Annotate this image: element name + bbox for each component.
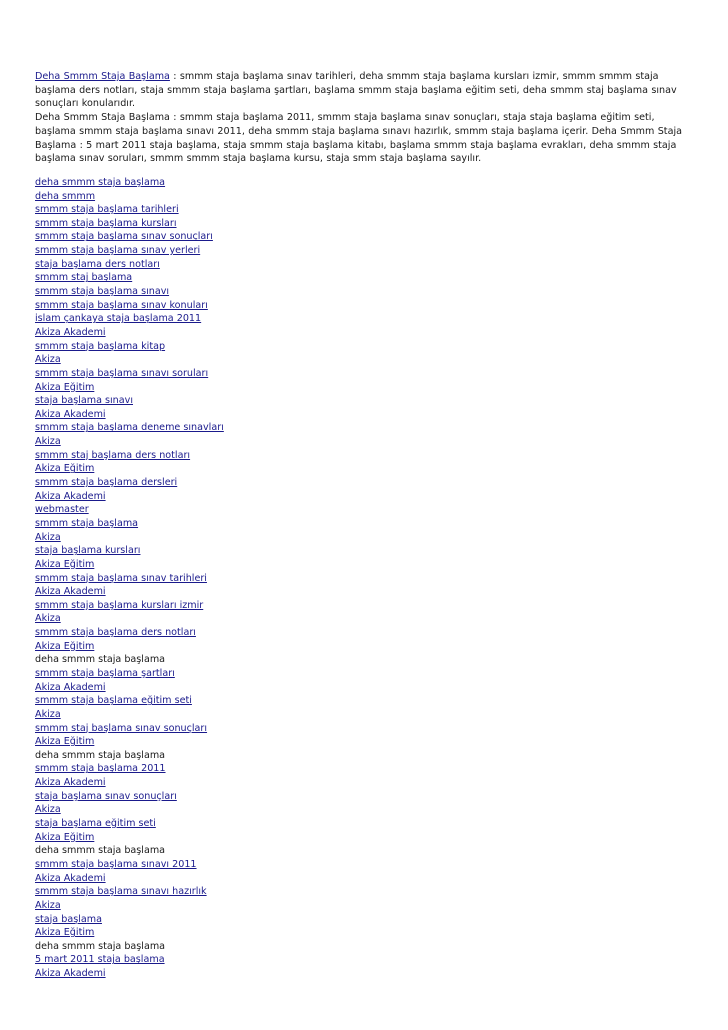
list-item [35,558,698,572]
keyword-link[interactable]: smmm staja başlama kursları izmir [35,599,204,611]
list-item [35,749,698,763]
keyword-link[interactable]: smmm staja başlama sınav konuları [35,299,208,311]
keyword-link[interactable]: Akiza Eğitim [35,927,95,939]
keyword-link[interactable]: Akiza Eğitim [35,381,95,393]
list-item [35,844,698,858]
list-item [35,612,698,626]
keyword-link[interactable]: staja başlama sınav sonuçları [35,790,177,802]
keyword-link[interactable]: smmm staja başlama sınavı 2011 [35,858,197,870]
keyword-link[interactable]: Akiza Akademi [35,490,106,502]
keyword-link[interactable]: Akiza Eğitim [35,831,95,843]
keyword-link[interactable]: Akiza Akademi [35,586,106,598]
keyword-link[interactable]: Akiza [35,531,61,543]
list-item [35,299,698,313]
list-item [35,367,698,381]
keyword-link[interactable]: staja başlama [35,913,102,925]
list-item [35,271,698,285]
keyword-link[interactable]: deha smmm [35,190,96,202]
list-item [35,381,698,395]
list-item [35,831,698,845]
list-item [35,940,698,954]
keyword-link[interactable]: deha smmm staja başlama [35,176,166,188]
keyword-link[interactable]: Akiza [35,436,61,448]
keyword-link[interactable]: smmm staja başlama sınavı soruları [35,367,209,379]
list-item [35,230,698,244]
list-item [35,858,698,872]
intro-text-part2: Deha Smmm Staja Başlama : smmm staja başlama 2011, smmm staja başlama sınav sonuçları, staja staja başlama eğitim seti, başlama smmm staja başlama sınavı 2011, deha smmm staja başlama sınavı hazırlık, smmm staja başlama içerir. Deha Smmm Staja Başlama : 5 mart 2011 staja başlama, staja smmm staja başlama kitabı, başlama smmm staja başlama evrakları, deha smmm staja başlama sınav soruları, smmm smmm staja başlama kursu, staja smm staja başlama sayılır. [35,112,682,165]
keyword-link[interactable]: staja başlama eğitim seti [35,818,156,830]
list-item [35,572,698,586]
keyword-link[interactable]: Akiza Akademi [35,326,106,338]
intro-text-part1: : smmm staja başlama sınav tarihleri, deha smmm staja başlama kursları izmir, smmm smmm staja başlama ders notları, staja smmm staja başlama şartları, başlama smmm staja başlama eğitim seti, deha smmm staj başlama sınav sonuçları konularıdır. [35,71,677,110]
list-item [35,517,698,531]
keyword-link[interactable]: staja başlama ders notları [35,258,160,270]
list-item [35,817,698,831]
keyword-text: deha smmm staja başlama [35,654,166,666]
keyword-link[interactable]: smmm staja başlama dersleri [35,477,178,489]
list-item [35,544,698,558]
keyword-link-list [35,176,698,981]
list-item [35,722,698,736]
list-item [35,913,698,927]
keyword-link[interactable]: smmm staja başlama kitap [35,340,166,352]
keyword-link[interactable]: Akiza [35,899,61,911]
list-item [35,667,698,681]
list-item [35,462,698,476]
keyword-link[interactable]: smmm staja başlama sınav yerleri [35,245,201,257]
keyword-link[interactable]: smmm staj başlama ders notları [35,449,191,461]
list-item [35,503,698,517]
list-item [35,258,698,272]
keyword-link[interactable]: Akiza Akademi [35,408,106,420]
keyword-link[interactable]: Akiza Eğitim [35,558,95,570]
intro-title-link[interactable]: Deha Smmm Staja Başlama [35,71,170,82]
keyword-link[interactable]: smmm staja başlama deneme sınavları [35,422,224,434]
keyword-text: deha smmm staja başlama [35,749,166,761]
list-item [35,803,698,817]
keyword-link[interactable]: smmm staja başlama sınavı [35,286,170,298]
list-item [35,421,698,435]
list-item [35,599,698,613]
list-item [35,776,698,790]
keyword-link[interactable]: smmm staja başlama kursları [35,217,177,229]
keyword-link[interactable]: smmm staja başlama ders notları [35,627,196,639]
keyword-link[interactable]: islam çankaya staja başlama 2011 [35,313,202,325]
keyword-text: deha smmm staja başlama [35,940,166,952]
keyword-link[interactable]: Akiza Akademi [35,777,106,789]
list-item [35,708,698,722]
list-item [35,326,698,340]
list-item [35,885,698,899]
list-item [35,312,698,326]
keyword-link[interactable]: Akiza Akademi [35,681,106,693]
keyword-text: deha smmm staja başlama [35,845,166,857]
list-item [35,790,698,804]
keyword-link[interactable]: smmm staja başlama sınav tarihleri [35,572,207,584]
keyword-link[interactable]: smmm staja başlama eğitim seti [35,695,192,707]
keyword-link[interactable]: smmm staja başlama şartları [35,667,175,679]
list-item [35,285,698,299]
list-item [35,340,698,354]
keyword-link[interactable]: Akiza [35,804,61,816]
keyword-link[interactable]: Akiza Eğitim [35,640,95,652]
keyword-link[interactable]: smmm staja başlama [35,517,139,529]
keyword-link[interactable]: staja başlama sınavı [35,395,133,407]
list-item [35,953,698,967]
keyword-link[interactable]: smmm staja başlama tarihleri [35,204,179,216]
list-item [35,735,698,749]
keyword-link[interactable]: Akiza Eğitim [35,463,95,475]
list-item [35,190,698,204]
keyword-link[interactable]: Akiza [35,708,61,720]
keyword-link[interactable]: Akiza [35,354,61,366]
list-item [35,408,698,422]
keyword-link[interactable]: smmm staja başlama sınav sonuçları [35,231,213,243]
keyword-link[interactable]: smmm staj başlama sınav sonuçları [35,722,208,734]
keyword-link[interactable]: Akiza Eğitim [35,736,95,748]
list-item [35,531,698,545]
list-item [35,353,698,367]
list-item [35,926,698,940]
keyword-link[interactable]: 5 mart 2011 staja başlama [35,954,165,966]
list-item [35,435,698,449]
list-item [35,694,698,708]
keyword-link[interactable]: smmm staj başlama [35,272,133,284]
keyword-link[interactable]: smmm staja başlama sınavı hazırlık [35,886,207,898]
list-item [35,762,698,776]
list-item [35,967,698,981]
keyword-link[interactable]: smmm staja başlama 2011 [35,763,166,775]
list-item [35,653,698,667]
keyword-link[interactable]: Akiza Akademi [35,872,106,884]
keyword-link[interactable]: staja başlama kursları [35,545,141,557]
list-item [35,585,698,599]
list-item [35,244,698,258]
list-item [35,681,698,695]
list-item [35,626,698,640]
list-item [35,217,698,231]
list-item [35,394,698,408]
list-item [35,176,698,190]
keyword-link[interactable]: Akiza Akademi [35,968,106,980]
keyword-link[interactable]: Akiza [35,613,61,625]
list-item [35,640,698,654]
list-item [35,490,698,504]
keyword-link[interactable]: webmaster [35,504,89,516]
list-item [35,449,698,463]
list-item [35,203,698,217]
list-item [35,872,698,886]
list-item [35,899,698,913]
intro-paragraph [35,70,698,166]
list-item [35,476,698,490]
